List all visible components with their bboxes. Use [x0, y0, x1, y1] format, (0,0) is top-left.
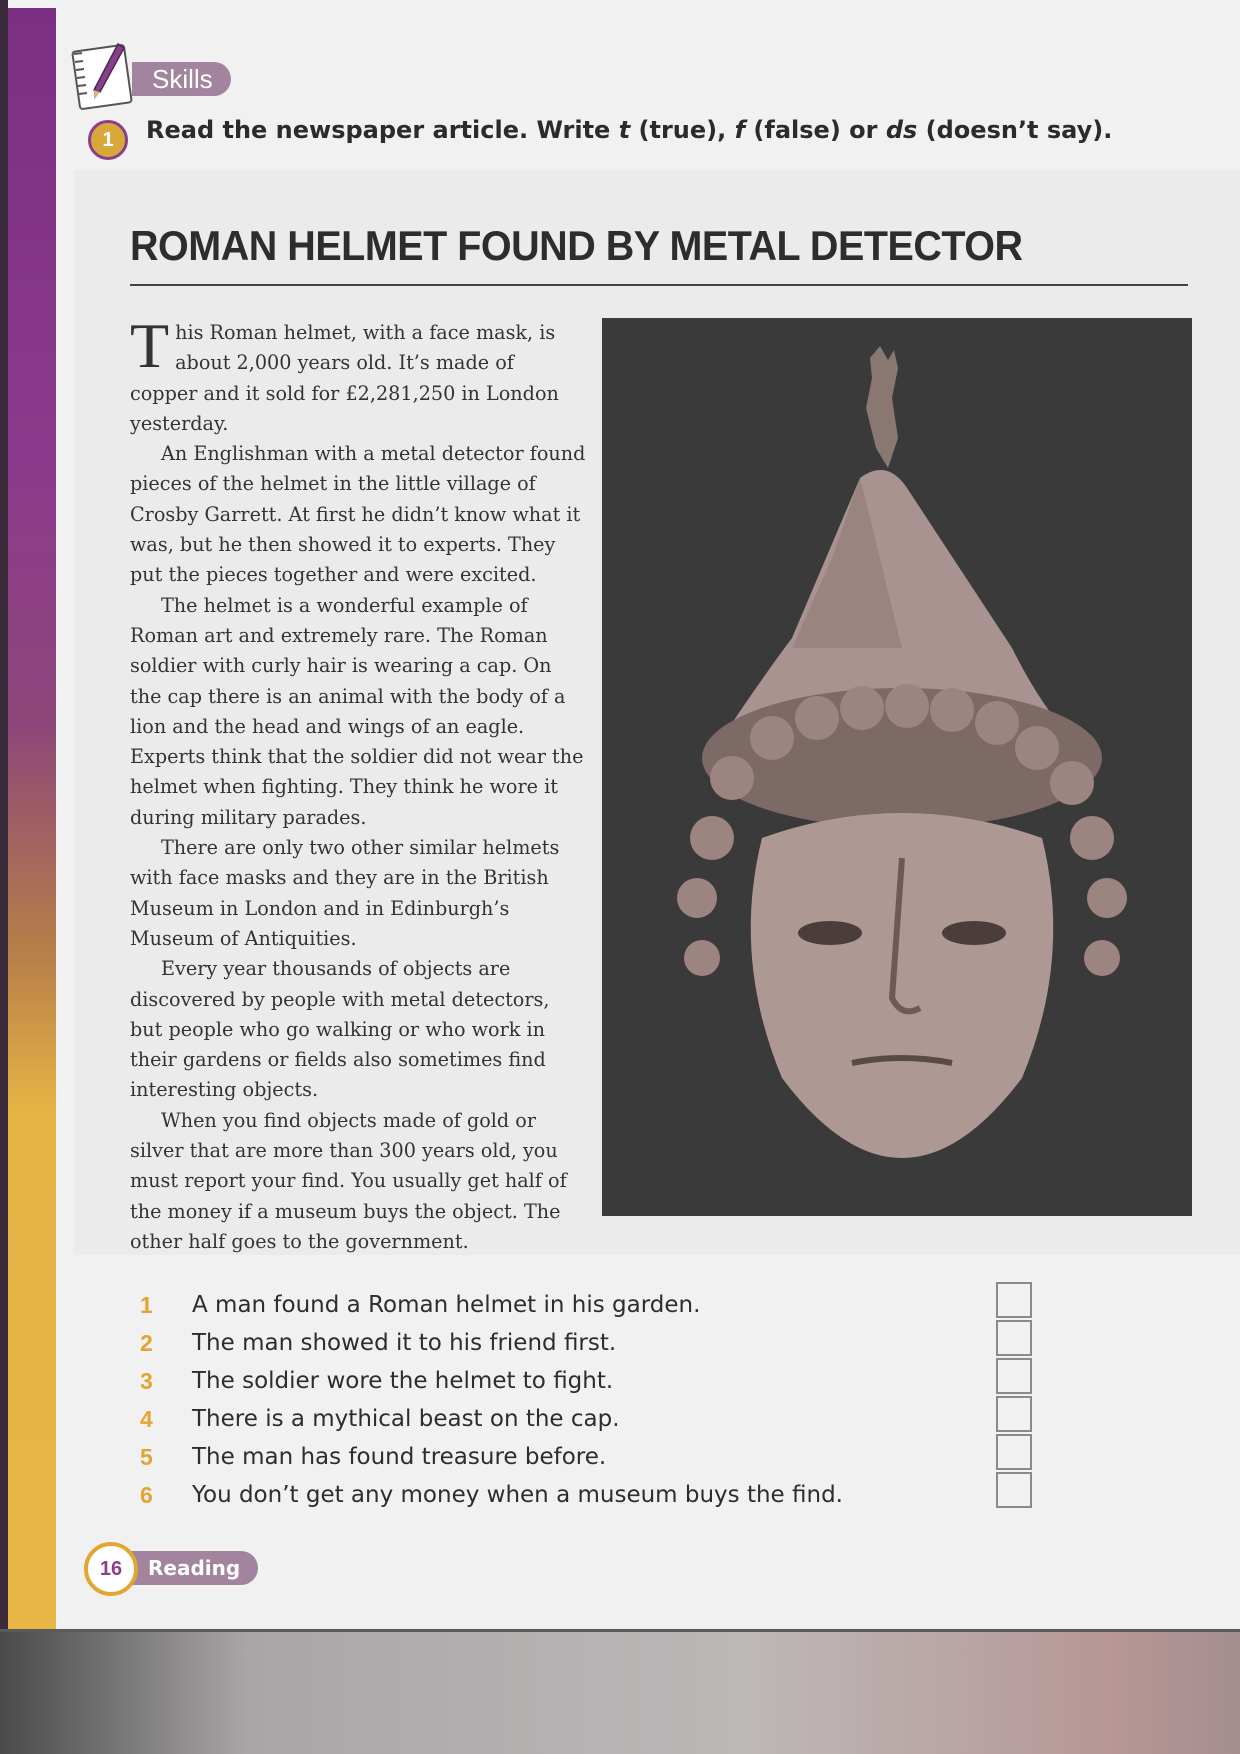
drop-cap: T: [130, 310, 170, 381]
color-spine: [8, 8, 56, 1632]
instruction-ds-gloss: (doesn’t say).: [917, 116, 1113, 144]
instruction-text: Read the newspaper article. Write: [146, 116, 619, 144]
article-paragraph: The helmet is a wonderful example of Roman art and extremely rare. The Roman soldier with curly hair is wearing a cap. On the cap there is an animal with the body of a lion and the head and wings of an eagle. Experts think that the soldier did not wear the helmet when fighting. They think he wore it during military parades.: [130, 593, 584, 829]
article-paragraph: [130, 310, 586, 439]
article-paragraph: An Englishman with a metal detector found pieces of the helmet in the little village of Crosby Garrett. At first he didn’t know what it was, but he then showed it to experts. They put the pieces together and were excited.: [130, 442, 586, 587]
question-text: The soldier wore the helmet to fight.: [192, 1368, 614, 1394]
question-number: 6: [140, 1482, 153, 1508]
page-number: 16: [84, 1542, 138, 1596]
instruction-f-gloss: (false) or: [745, 116, 886, 144]
article-body: [130, 310, 586, 1257]
answer-box-5[interactable]: [996, 1434, 1032, 1470]
answer-box-4[interactable]: [996, 1396, 1032, 1432]
instruction-t-gloss: (true),: [630, 116, 735, 144]
article-headline: ROMAN HELMET FOUND BY METAL DETECTOR: [130, 222, 1023, 269]
instruction-f: f: [734, 116, 746, 144]
paragraph-text: his Roman helmet, with a face mask, is about 2,000 years old. It’s made of copper and it sold for £2,281,250 in London yesterday.: [130, 321, 559, 435]
question-text: The man showed it to his friend first.: [192, 1330, 617, 1356]
article-paragraph: There are only two other similar helmets with face masks and they are in the British Museum in London and in Edinburgh’s Museum of Antiquities.: [130, 836, 560, 950]
exercise-number-badge: 1: [88, 120, 128, 160]
article-paragraph: Every year thousands of objects are discovered by people with metal detectors, but people who go walking or who work in their gardens or fields also sometimes find interesting objects.: [130, 957, 550, 1102]
skills-tab: Skills: [132, 62, 231, 96]
instruction-t: t: [618, 116, 631, 144]
question-number: 2: [140, 1330, 153, 1356]
page-edge: [0, 0, 8, 1640]
question-text: There is a mythical beast on the cap.: [192, 1406, 620, 1432]
question-number: 3: [140, 1368, 153, 1394]
scan-background: [0, 1632, 1240, 1754]
question-text: A man found a Roman helmet in his garden.: [192, 1292, 701, 1318]
question-number: 1: [140, 1292, 153, 1318]
question-text: You don’t get any money when a museum buys the find.: [192, 1482, 843, 1508]
headline-rule: [130, 284, 1188, 286]
question-number: 5: [140, 1444, 153, 1470]
section-tab: Reading: [118, 1551, 258, 1585]
answer-box-2[interactable]: [996, 1320, 1032, 1356]
roman-helmet-photo: [602, 318, 1192, 1216]
question-number: 4: [140, 1406, 153, 1432]
instruction-ds: ds: [885, 116, 918, 144]
answer-box-1[interactable]: [996, 1282, 1032, 1318]
question-text: The man has found treasure before.: [192, 1444, 607, 1470]
exercise-instruction: [146, 116, 1112, 144]
answer-box-3[interactable]: [996, 1358, 1032, 1394]
answer-box-6[interactable]: [996, 1472, 1032, 1508]
article-paragraph: When you find objects made of gold or silver that are more than 300 years old, you must report your find. You usually get half of the money if a museum buys the object. The other half goes to the government.: [130, 1108, 567, 1253]
